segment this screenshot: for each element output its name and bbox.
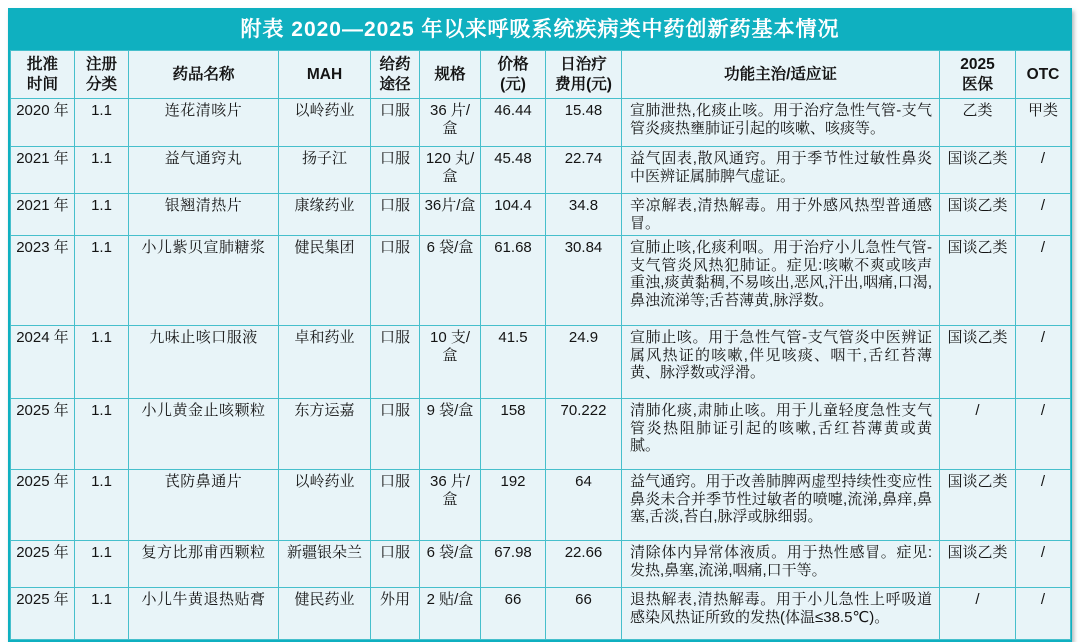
cell-drug_name: 银翘清热片 (129, 194, 279, 236)
cell-otc: / (1016, 470, 1071, 541)
cell-approval: 2021 年 (11, 194, 75, 236)
cell-price: 66 (481, 588, 546, 640)
cell-reg_class: 1.1 (75, 147, 129, 194)
cell-medicare_2025: 国谈乙类 (940, 194, 1016, 236)
column-header-approval: 批准 时间 (11, 51, 75, 99)
cell-daily_cost: 70.222 (546, 399, 622, 470)
cell-spec: 10 支/盒 (420, 326, 481, 399)
cell-spec: 120 丸/盒 (420, 147, 481, 194)
cell-mah: 康缘药业 (279, 194, 371, 236)
cell-mah: 以岭药业 (279, 99, 371, 147)
cell-medicare_2025: 国谈乙类 (940, 541, 1016, 588)
cell-mah: 健民药业 (279, 588, 371, 640)
cell-mah: 东方运嘉 (279, 399, 371, 470)
cell-daily_cost: 24.9 (546, 326, 622, 399)
column-header-price: 价格 (元) (481, 51, 546, 99)
cell-approval: 2025 年 (11, 588, 75, 640)
cell-indication: 益气固表,散风通窍。用于季节性过敏性鼻炎中医辨证属肺脾气虚证。 (622, 147, 940, 194)
cell-reg_class: 1.1 (75, 236, 129, 326)
cell-spec: 36 片/盒 (420, 470, 481, 541)
cell-reg_class: 1.1 (75, 588, 129, 640)
cell-otc: / (1016, 588, 1071, 640)
cell-reg_class: 1.1 (75, 399, 129, 470)
cell-price: 104.4 (481, 194, 546, 236)
cell-otc: / (1016, 541, 1071, 588)
cell-reg_class: 1.1 (75, 326, 129, 399)
cell-indication: 清除体内异常体液质。用于热性感冒。症见:发热,鼻塞,流涕,咽痛,口干等。 (622, 541, 940, 588)
appendix-table-frame (8, 8, 1072, 642)
cell-indication: 宣肺止咳,化痰利咽。用于治疗小儿急性气管-支气管炎风热犯肺证。症见:咳嗽不爽或咳声重浊,痰黄黏稠,不易咳出,恶风,汗出,咽痛,口渴,鼻浊流涕等;舌苔薄黄,脉浮数。 (622, 236, 940, 326)
cell-indication: 益气通窍。用于改善肺脾两虚型持续性变应性鼻炎未合并季节性过敏者的喷嚏,流涕,鼻痒,鼻塞,舌淡,苔白,脉浮或脉细弱。 (622, 470, 940, 541)
cell-medicare_2025: 乙类 (940, 99, 1016, 147)
cell-otc: / (1016, 236, 1071, 326)
cell-reg_class: 1.1 (75, 541, 129, 588)
table-row (11, 541, 1071, 588)
cell-price: 67.98 (481, 541, 546, 588)
cell-indication: 宣肺泄热,化痰止咳。用于治疗急性气管-支气管炎痰热壅肺证引起的咳嗽、咳痰等。 (622, 99, 940, 147)
cell-medicare_2025: 国谈乙类 (940, 147, 1016, 194)
cell-drug_name: 连花清咳片 (129, 99, 279, 147)
cell-indication: 宣肺止咳。用于急性气管-支气管炎中医辨证属风热证的咳嗽,伴见咳痰、咽干,舌红苔薄黄、脉浮数或浮滑。 (622, 326, 940, 399)
cell-medicare_2025: / (940, 588, 1016, 640)
table-row (11, 194, 1071, 236)
cell-spec: 9 袋/盒 (420, 399, 481, 470)
cell-approval: 2025 年 (11, 399, 75, 470)
cell-spec: 36片/盒 (420, 194, 481, 236)
cell-reg_class: 1.1 (75, 99, 129, 147)
cell-route: 口服 (371, 541, 420, 588)
cell-price: 46.44 (481, 99, 546, 147)
cell-otc: / (1016, 326, 1071, 399)
column-header-otc: OTC (1016, 51, 1071, 99)
cell-drug_name: 复方比那甫西颗粒 (129, 541, 279, 588)
cell-price: 192 (481, 470, 546, 541)
table-row (11, 326, 1071, 399)
cell-mah: 卓和药业 (279, 326, 371, 399)
cell-medicare_2025: 国谈乙类 (940, 470, 1016, 541)
cell-approval: 2024 年 (11, 326, 75, 399)
cell-spec: 2 贴/盒 (420, 588, 481, 640)
cell-spec: 36 片/盒 (420, 99, 481, 147)
column-header-medicare_2025: 2025 医保 (940, 51, 1016, 99)
cell-route: 口服 (371, 99, 420, 147)
cell-mah: 健民集团 (279, 236, 371, 326)
cell-price: 45.48 (481, 147, 546, 194)
cell-mah: 扬子江 (279, 147, 371, 194)
column-header-indication: 功能主治/适应证 (622, 51, 940, 99)
table-header (11, 51, 1071, 99)
table-row (11, 147, 1071, 194)
table-row (11, 399, 1071, 470)
cell-price: 41.5 (481, 326, 546, 399)
cell-drug_name: 小儿紫贝宣肺糖浆 (129, 236, 279, 326)
cell-indication: 辛凉解表,清热解毒。用于外感风热型普通感冒。 (622, 194, 940, 236)
cell-otc: / (1016, 147, 1071, 194)
cell-drug_name: 芪防鼻通片 (129, 470, 279, 541)
cell-approval: 2025 年 (11, 541, 75, 588)
cell-otc: / (1016, 194, 1071, 236)
drug-table (10, 50, 1071, 640)
cell-medicare_2025: 国谈乙类 (940, 326, 1016, 399)
cell-mah: 新疆银朵兰 (279, 541, 371, 588)
cell-indication: 退热解表,清热解毒。用于小儿急性上呼吸道感染风热证所致的发热(体温≤38.5℃)。 (622, 588, 940, 640)
cell-drug_name: 小儿黄金止咳颗粒 (129, 399, 279, 470)
cell-daily_cost: 34.8 (546, 194, 622, 236)
table-body (11, 99, 1071, 640)
cell-approval: 2020 年 (11, 99, 75, 147)
header-row (11, 51, 1071, 99)
column-header-route: 给药 途径 (371, 51, 420, 99)
cell-drug_name: 九味止咳口服液 (129, 326, 279, 399)
table-row (11, 588, 1071, 640)
cell-reg_class: 1.1 (75, 194, 129, 236)
table-row (11, 99, 1071, 147)
column-header-spec: 规格 (420, 51, 481, 99)
cell-price: 158 (481, 399, 546, 470)
cell-daily_cost: 22.66 (546, 541, 622, 588)
cell-daily_cost: 66 (546, 588, 622, 640)
cell-daily_cost: 22.74 (546, 147, 622, 194)
cell-otc: / (1016, 399, 1071, 470)
cell-approval: 2023 年 (11, 236, 75, 326)
cell-approval: 2021 年 (11, 147, 75, 194)
cell-route: 外用 (371, 588, 420, 640)
cell-spec: 6 袋/盒 (420, 541, 481, 588)
column-header-daily_cost: 日治疗 费用(元) (546, 51, 622, 99)
column-header-mah: MAH (279, 51, 371, 99)
cell-medicare_2025: 国谈乙类 (940, 236, 1016, 326)
cell-daily_cost: 15.48 (546, 99, 622, 147)
table-title: 附表 2020—2025 年以来呼吸系统疾病类中药创新药基本情况 (10, 10, 1070, 50)
cell-spec: 6 袋/盒 (420, 236, 481, 326)
cell-daily_cost: 30.84 (546, 236, 622, 326)
cell-indication: 清肺化痰,肃肺止咳。用于儿童轻度急性支气管炎热阻肺证引起的咳嗽,舌红苔薄黄或黄腻。 (622, 399, 940, 470)
cell-medicare_2025: / (940, 399, 1016, 470)
table-row (11, 236, 1071, 326)
cell-route: 口服 (371, 470, 420, 541)
cell-route: 口服 (371, 236, 420, 326)
table-row (11, 470, 1071, 541)
cell-route: 口服 (371, 326, 420, 399)
cell-drug_name: 益气通窍丸 (129, 147, 279, 194)
cell-mah: 以岭药业 (279, 470, 371, 541)
column-header-drug_name: 药品名称 (129, 51, 279, 99)
cell-approval: 2025 年 (11, 470, 75, 541)
cell-drug_name: 小儿牛黄退热贴膏 (129, 588, 279, 640)
cell-route: 口服 (371, 194, 420, 236)
cell-route: 口服 (371, 147, 420, 194)
cell-daily_cost: 64 (546, 470, 622, 541)
column-header-reg_class: 注册 分类 (75, 51, 129, 99)
cell-price: 61.68 (481, 236, 546, 326)
cell-otc: 甲类 (1016, 99, 1071, 147)
cell-reg_class: 1.1 (75, 470, 129, 541)
cell-route: 口服 (371, 399, 420, 470)
